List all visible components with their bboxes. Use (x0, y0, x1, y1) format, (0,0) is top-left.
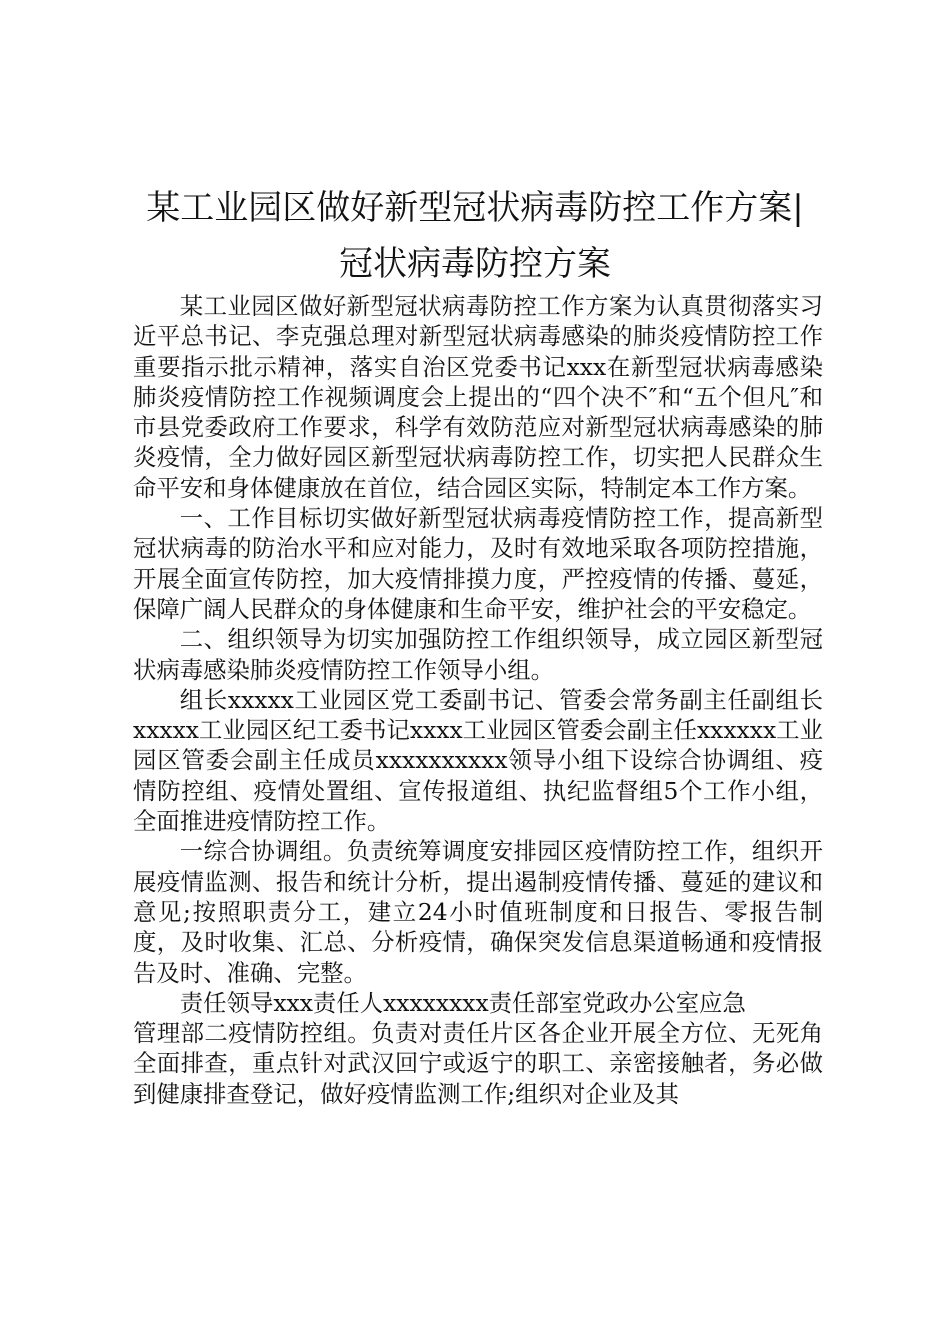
paragraph-responsible-leader: 责任领导xxx责任人xxxxxxxx责任部室党政办公室应急 (179, 988, 746, 1017)
paragraph-intro: 某工业园区做好新型冠状病毒防控工作方案为认真贯彻落实习近平总书记、李克强总理对新型冠状病毒感染的肺炎疫情防控工作重要指示批示精神，落实自治区党委书记xxx在新型冠状病毒感染肺炎疫情防控工作视频调度会上提出的“四个决不″和“五个但凡″和市县党委政府工作要求，科学有效防范应对新型冠状病毒感染的肺炎疫情，全力做好园区新型冠状病毒防控工作，切实把人民群众生命平安和身体健康放在首位，结合园区实际，特制定本工作方案。 (133, 292, 823, 502)
paragraph-prevention-group: 管理部二疫情防控组。负责对责任片区各企业开展全方位、无死角全面排查，重点针对武汉回宁或返宁的职工、亲密接触者，务必做到健康排查登记，做好疫情监测工作;组织对企业及其 (133, 1019, 823, 1108)
paragraph-work-goal: 一、工作目标切实做好新型冠状病毒疫情防控工作，提高新型冠状病毒的防治水平和应对能力，及时有效地采取各项防控措施，开展全面宣传防控，加大疫情排摸力度，严控疫情的传播、蔓延，保障广阔人民群众的身体健康和生命平安，维护社会的平安稳定。 (133, 504, 823, 623)
title-line-2: 冠状病毒防控方案 (339, 244, 611, 284)
title-line-1: 某工业园区做好新型冠状病毒防控工作方案| (146, 188, 804, 228)
paragraph-leadership-members: 组长xxxxx工业园区党工委副书记、管委会常务副主任副组长xxxxx工业园区纪工委书记xxxx工业园区管委会副主任xxxxxx工业园区管委会副主任成员xxxxxxxxxx领导小组下设综合协调组、疫情防控组、疫情处置组、宣传报道组、执纪监督组5个工作小组，全面推进疫情防控工作。 (133, 685, 823, 836)
document-body (133, 291, 823, 1109)
paragraph-coordination-group: 一综合协调组。负责统筹调度安排园区疫情防控工作，组织开展疫情监测、报告和统计分析，提出遏制疫情传播、蔓延的建议和意见;按照职责分工，建立24小时值班制度和日报告、零报告制度，及时收集、汇总、分析疫情，确保突发信息渠道畅通和疫情报告及时、准确、完整。 (133, 837, 823, 987)
document-title (0, 180, 950, 292)
paragraph-organization: 二、组织领导为切实加强防控工作组织领导，成立园区新型冠状病毒感染肺炎疫情防控工作领导小组。 (133, 625, 823, 684)
